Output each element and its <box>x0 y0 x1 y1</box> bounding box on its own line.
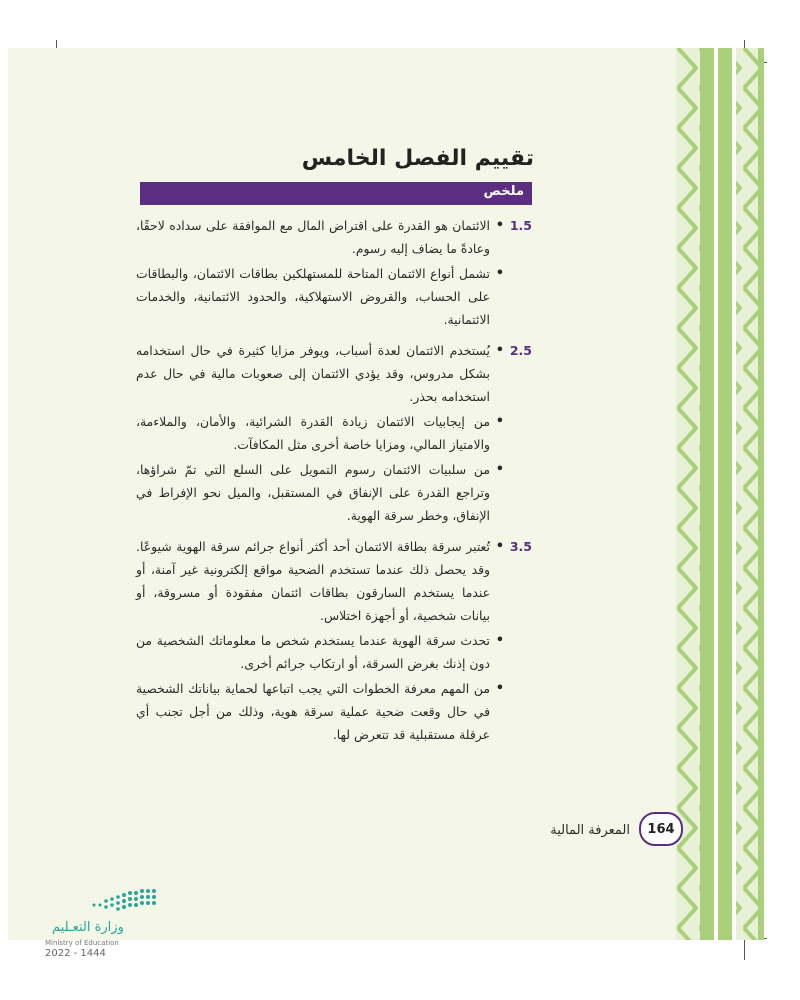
summary-label: ملخص <box>483 184 524 199</box>
page-number-badge <box>639 812 683 846</box>
section-number: 3.5 <box>509 539 532 554</box>
bullet-icon: • <box>495 539 504 554</box>
summary-content <box>136 214 532 754</box>
list-item <box>136 214 504 260</box>
decorative-stripes <box>676 48 764 940</box>
section-1-5 <box>136 214 532 331</box>
bullet-icon: • <box>495 414 504 429</box>
section-number: 1.5 <box>509 218 532 233</box>
bullet-list <box>136 339 532 527</box>
list-item <box>136 262 504 331</box>
list-item-text: يُستخدم الائتمان لعدة أسباب، ويوفر مزايا كثيرة في حال استخدامه بشكل مدروس، وقد يؤدي الائتمان إلى صعوبات مالية في حال عدم استخدامه بحذر. <box>136 343 490 404</box>
bullet-list <box>136 214 532 331</box>
page-title: تقييم الفصل الخامس <box>301 146 534 171</box>
list-item <box>136 629 504 675</box>
list-item-text: تحدث سرقة الهوية عندما يستخدم شخص ما معلوماتك الشخصية من دون إذنك بغرض السرقة، أو ارتكاب جرائم أخرى. <box>136 633 490 671</box>
bullet-icon: • <box>495 462 504 477</box>
bullet-icon: • <box>495 681 504 696</box>
bullet-icon: • <box>495 343 504 358</box>
list-item <box>136 339 504 408</box>
footer-subject: المعرفة المالية <box>550 823 630 838</box>
list-item-text: تشمل أنواع الائتمان المتاحة للمستهلكين بطاقات الائتمان، والبطاقات على الحساب، والقروض الاستهلاكية، والحدود الائتمانية، والخدمات الائتمانية. <box>136 266 490 327</box>
list-item <box>136 535 504 627</box>
ministry-logo <box>30 885 190 965</box>
summary-header-bar <box>140 182 532 205</box>
ministry-year: 2022 - 1444 <box>45 948 106 959</box>
ministry-dots-icon <box>90 885 190 915</box>
crop-mark <box>744 938 745 960</box>
list-item <box>136 458 504 527</box>
list-item-text: من سلبيات الائتمان رسوم التمويل على السلع التي تمّ شراؤها، وتراجع القدرة على الإنفاق في المستقبل، والميل نحو الإفراط في الإنفاق، وخطر سرقة الهوية. <box>136 462 490 523</box>
bullet-icon: • <box>495 266 504 281</box>
bullet-icon: • <box>495 218 504 233</box>
ministry-name-en: Ministry of Education <box>45 939 119 947</box>
bullet-list <box>136 535 532 746</box>
section-3-5 <box>136 535 532 746</box>
list-item-text: من إيجابيات الائتمان زيادة القدرة الشرائية، والأمان، والملاءمة، والامتياز المالي، ومزايا خاصة أخرى مثل المكافآت. <box>136 414 490 452</box>
list-item <box>136 677 504 746</box>
section-2-5 <box>136 339 532 527</box>
bullet-icon: • <box>495 633 504 648</box>
section-number: 2.5 <box>509 343 532 358</box>
page-number: 164 <box>647 821 675 837</box>
list-item-text: الائتمان هو القدرة على اقتراض المال مع الموافقة على سداده لاحقًا، وعادةً ما يضاف إليه رسوم. <box>136 218 490 256</box>
ministry-name-ar: وزارة التعـليم <box>52 920 124 935</box>
list-item-text: من المهم معرفة الخطوات التي يجب اتباعها لحماية بياناتك الشخصية في حال وقعت ضحية عملية سرقة هوية، وذلك من أجل تجنب أي عرقلة مستقبلية قد تتعرض لها. <box>136 681 490 742</box>
list-item-text: تُعتبر سرقة بطاقة الائتمان أحد أكثر أنواع جرائم سرقة الهوية شيوعًا. وقد يحصل ذلك عندما تستخدم الضحية مواقع إلكترونية غير آمنة، أو عندما يستخدم السارقون بطاقات ائتمان مفقودة أو مسروقة، أو بيانات شخصية، أو أجهزة اختلاس. <box>136 539 490 623</box>
list-item <box>136 410 504 456</box>
